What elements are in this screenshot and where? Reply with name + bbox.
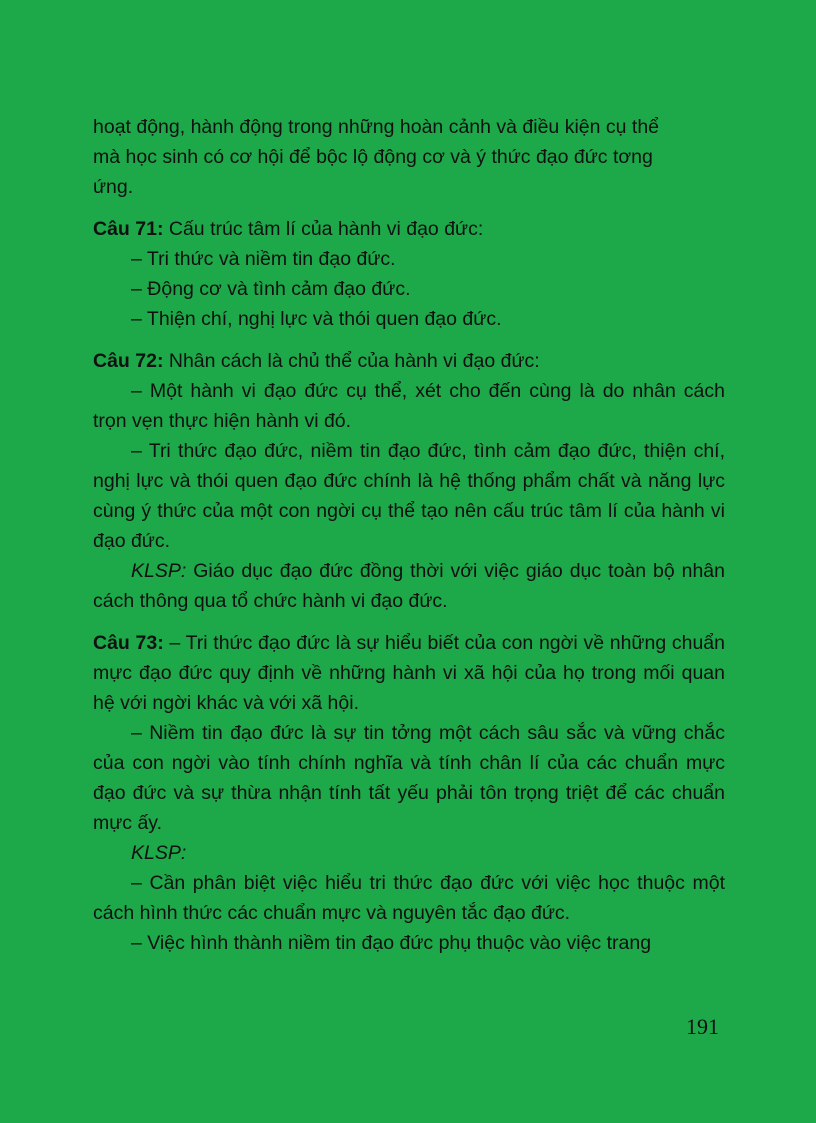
klsp-label: KLSP: <box>131 560 187 582</box>
question-72-text: Nhân cách là chủ thể của hành vi đạo đức: <box>168 350 540 372</box>
question-72-heading <box>93 346 725 376</box>
question-73-paragraph-2: – Niềm tin đạo đức là sự tin tởng một cách sâu sắc và vững chắc của con ngời vào tính chính nghĩa và tính chân lí của các chuẩn mực đạo đức và sự thừa nhận tính tất yếu phải tôn trọng triệt để các chuẩn mực ấy. <box>93 722 725 834</box>
question-71-label: Câu 71: <box>93 218 164 240</box>
question-73-paragraph-3: – Cần phân biệt việc hiểu tri thức đạo đức với việc học thuộc một cách hình thức các chuẩn mực và nguyên tắc đạo đức. <box>93 872 725 924</box>
question-73-label: Câu 73: <box>93 632 164 654</box>
question-72-paragraph-2: – Tri thức đạo đức, niềm tin đạo đức, tình cảm đạo đức, thiện chí, nghị lực và thói quen đạo đức chính là hệ thống phẩm chất và năng lực cùng ý thức của một con ngời cụ thể tạo nên cấu trúc tâm lí của hành vi đạo đức. <box>93 440 725 552</box>
question-72-klsp <box>93 556 725 616</box>
intro-line-1: hoạt động, hành động trong những hoàn cảnh và điều kiện cụ thể <box>93 116 660 138</box>
intro-line-3: ứng. <box>93 176 134 198</box>
page-number: 191 <box>686 1014 719 1039</box>
question-73-klsp-label: KLSP: <box>131 842 187 864</box>
question-71-item-1: – Tri thức và niềm tin đạo đức. <box>131 248 396 270</box>
question-71-item-2: – Động cơ và tình cảm đạo đức. <box>131 278 411 300</box>
question-72-klsp-text: Giáo dục đạo đức đồng thời với việc giáo dục toàn bộ nhân cách thông qua tổ chức hành vi đạo đức. <box>93 560 725 612</box>
question-71-item-3: – Thiện chí, nghị lực và thói quen đạo đức. <box>131 308 502 330</box>
question-73-paragraph-1 <box>93 628 725 718</box>
question-71-text: Cấu trúc tâm lí của hành vi đạo đức: <box>168 218 484 240</box>
question-72-label: Câu 72: <box>93 350 164 372</box>
question-73-paragraph-4: – Việc hình thành niềm tin đạo đức phụ thuộc vào việc trang <box>131 932 652 954</box>
intro-line-2: mà học sinh có cơ hội để bộc lộ động cơ và ý thức đạo đức tơng <box>93 146 653 168</box>
question-72-paragraph-1: – Một hành vi đạo đức cụ thể, xét cho đến cùng là do nhân cách trọn vẹn thực hiện hành vi đó. <box>93 380 725 432</box>
question-71-heading <box>93 214 725 244</box>
page-content <box>93 112 725 958</box>
question-73-text: – Tri thức đạo đức là sự hiểu biết của con ngời về những chuẩn mực đạo đức quy định về những hành vi xã hội của họ trong mối quan hệ với ngời khác và với xã hội. <box>93 632 725 714</box>
